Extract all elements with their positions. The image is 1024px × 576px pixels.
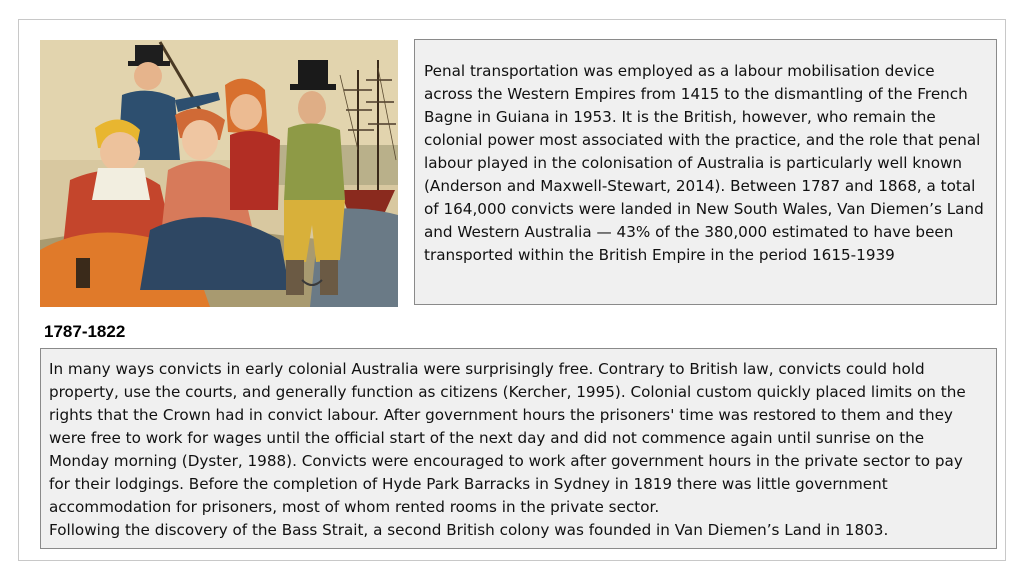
engraving-drawing (40, 40, 398, 307)
section-paragraph-2: Following the discovery of the Bass Strait, a second British colony was founded in Van Diemen’s Land in 1803. (49, 521, 889, 539)
convicts-engraving-image (40, 40, 398, 307)
intro-text-box (414, 39, 997, 305)
section-heading: 1787-1822 (44, 322, 126, 341)
intro-paragraph: Penal transportation was employed as a labour mobilisation device across the Western Empires from 1415 to the dismantling of the French Bagne in Guiana in 1953. It is the British, however, who remain the colonial power most associated with the practice, and the role that penal labour played in the colonisation of Australia is particularly well known (Anderson and Maxwell-Stewart, 2014). Between 1787 and 1868, a total of 164,000 convicts were landed in New South Wales, Van Diemen’s Land and Western Australia — 43% of the 380,000 estimated to have been transported within the British Empire in the period 1615-1939 (424, 62, 984, 264)
section-text-box (40, 348, 997, 549)
section-paragraph-1: In many ways convicts in early colonial Australia were surprisingly free. Contrary to British law, convicts could hold property, use the courts, and generally function as citizens (Kercher, 1995). Colonial custom quickly placed limits on the rights that the Crown had in convict labour. After government hours the prisoners' time was restored to them and they were free to work for wages until the official start of the next day and did not commence again until sunrise on the Monday morning (Dyster, 1988). Convicts were encouraged to work after government hours in the private sector to pay for their lodgings. Before the completion of Hyde Park Barracks in Sydney in 1819 there was little government accommodation for prisoners, most of whom rented rooms in the private sector. (49, 360, 966, 516)
